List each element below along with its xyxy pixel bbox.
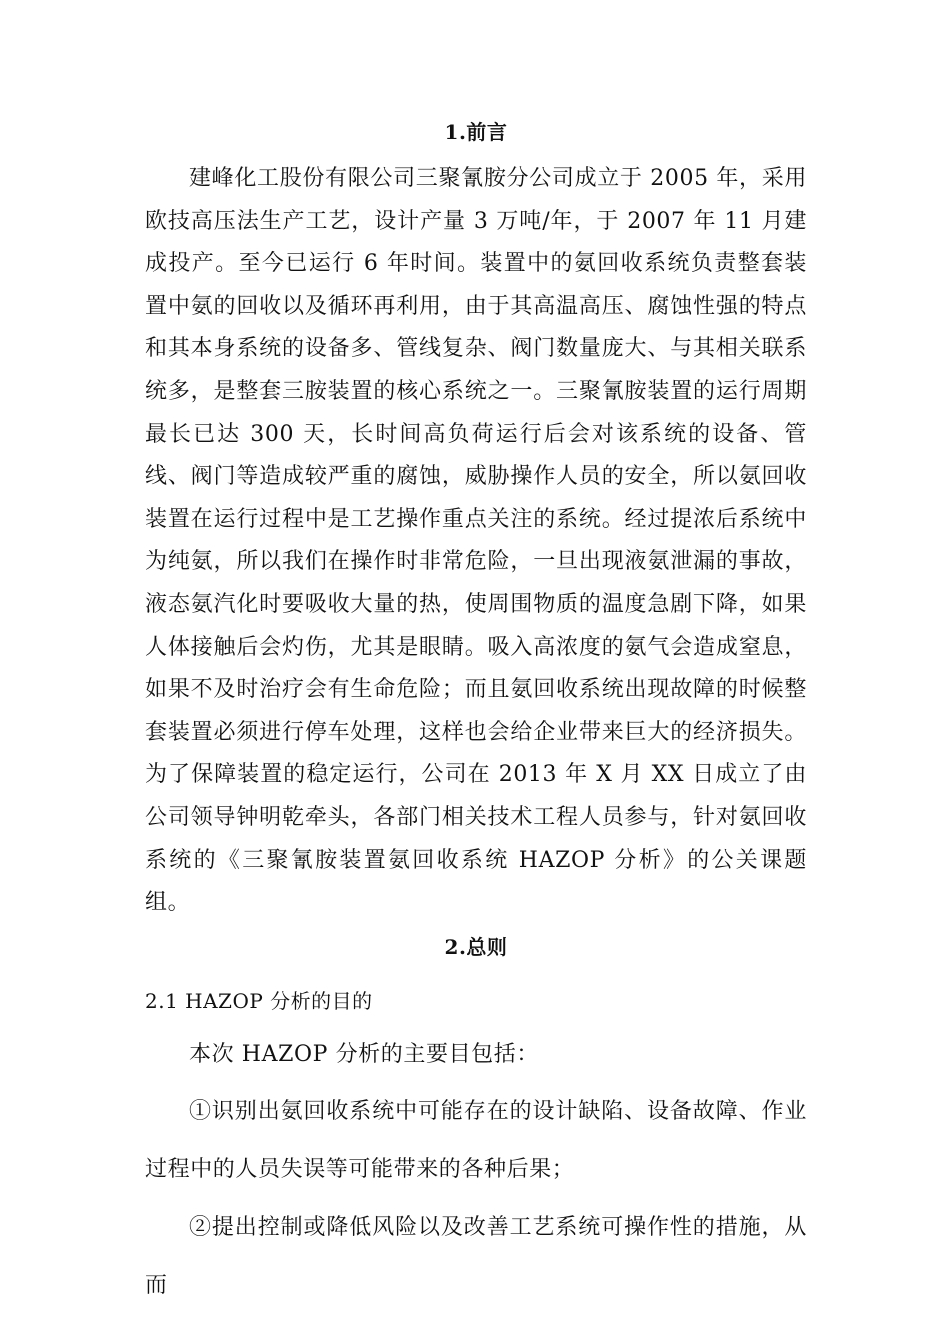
document-content [145,112,807,1315]
subsection-2-1-heading: 2.1 HAZOP 分析的目的 [145,988,373,1013]
objectives-intro: 本次 HAZOP 分析的主要目包括： [189,1041,539,1067]
section-2-heading: 2.总则 [444,934,508,959]
section-1-body: 建峰化工股份有限公司三聚氰胺分公司成立于 2005 年，采用欧技高压法生产工艺，设计产量 3 万吨/年，于 2007 年 11 月建成投产。至今已运行 6 年时间。装置中的氨回收系统负责整套装置中氨的回收以及循环再利用，由于其高温高压、腐蚀性强的特点和其本身系统的设备多、管线复杂、阀门数量庞大、与其相关联系统多，是整套三胺装置的核心系统之一。三聚氰胺装置的运行周期最长已达 300 天，长时间高负荷运行后会对该系统的设备、管线、阀门等造成较严重的腐蚀，威胁操作人员的安全，所以氨回收装置在运行过程中是工艺操作重点关注的系统。经过提浓后系统中为纯氨，所以我们在操作时非常危险，一旦出现液氨泄漏的事故，液态氨汽化时要吸收大量的热，使周围物质的温度急剧下降，如果人体接触后会灼伤，尤其是眼睛。吸入高浓度的氨气会造成窒息，如果不及时治疗会有生命危险；而且氨回收系统出现故障的时候整套装置必须进行停车处理，这样也会给企业带来巨大的经济损失。为了保障装置的稳定运行，公司在 2013 年 X 月 XX 日成立了由公司领导钟明乾牵头，各部门相关技术工程人员参与，针对氨回收系统的《三聚氰胺装置氨回收系统 HAZOP 分析》的公关课题组。 [145,166,807,916]
section-1-heading: 1.前言 [444,120,508,144]
objective-item-1: ①识别出氨回收系统中可能存在的设计缺陷、设备故障、作业过程中的人员失误等可能带来的各种后果； [145,1098,807,1182]
objective-item-2: ②提出控制或降低风险以及改善工艺系统可操作性的措施，从而 [145,1214,807,1298]
